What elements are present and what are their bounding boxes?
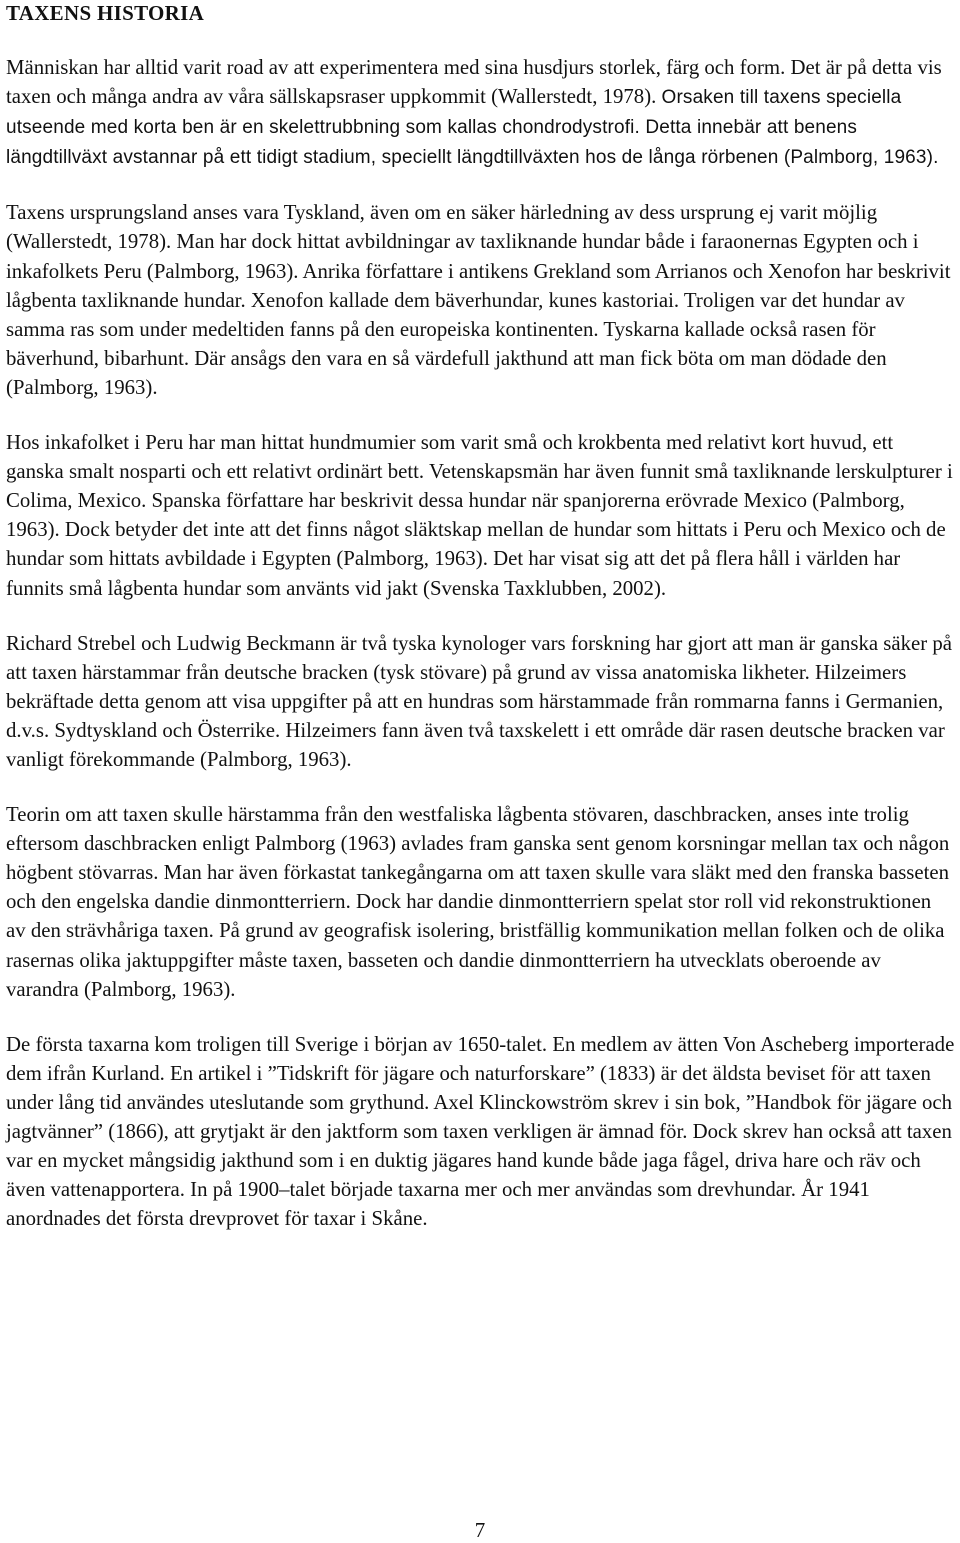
page-title: TAXENS HISTORIA: [6, 1, 205, 25]
paragraph-3: Hos inkafolket i Peru har man hittat hundmumier som varit små och krokbenta med relativt kort huvud, ett ganska smalt nosparti och ett relativt ordinärt bett. Vetenskapsmän har även funnit små taxliknande lerskulpturer i Colima, Mexico. Spanska författare har beskrivit dessa hundar när spanjorerna erövrade Mexico (Palmborg, 1963). Dock betyder det inte att det finns något släktskap mellan de hundar som hittats i Peru och Mexico och de hundar som hittats avbildade i Egypten (Palmborg, 1963). Det har visat sig att det på flera håll i världen har funnits små lågbenta hundar som använts vid jakt (Svenska Taxklubben, 2002).: [6, 431, 953, 600]
paragraph-1: [6, 53, 956, 172]
paragraph-4: Richard Strebel och Ludwig Beckmann är två tyska kynologer vars forskning har gjort att man är ganska säker på att taxen härstammar från deutsche bracken (tysk stövare) på grund av vissa anatomiska likheter. Hilzeimers bekräftade detta genom att visa uppgifter på att en hundras som härstammade från rommarna fanns i Germanien, d.v.s. Sydtyskland och Österrike. Hilzeimers fann även två taxskelett i ett område där rasen deutsche bracken var vanligt förekommande (Palmborg, 1963).: [6, 631, 952, 771]
page-number: 7: [474, 1518, 486, 1542]
paragraph-2: Taxens ursprungsland anses vara Tyskland, även om en säker härledning av dess ursprung ej varit möjlig (Wallerstedt, 1978). Man har dock hittat avbildningar av taxliknande hundar både i faraonernas Egypten och i inkafolkets Peru (Palmborg, 1963). Anrika författare i antikens Grekland som Arrianos och Xenofon har beskrivit lågbenta taxliknande hundar. Xenofon kallade dem bäverhundar, kunes kastoriai. Troligen var det hundar av samma ras som under medeltiden fanns på den europeiska kontinenten. Tyskarna kallade också rasen för bäverhund, bibarhunt. Där ansågs den vara en så värdefull jakthund att man fick böta om man dödade den (Palmborg, 1963).: [6, 201, 951, 399]
paragraph-1-segment-1: Människan har alltid varit road av att experimentera med sina husdjurs storlek, färg och form. Det är på detta vis taxen och många andra av våra sällskapsraser uppkommit (Wallerstedt, 1978).: [6, 56, 942, 109]
body-text: [6, 53, 956, 1259]
paragraph-1-segment-2: Orsaken till taxens speciella utseende med korta ben är en skelettrubbning som kallas chondrodystrofi. Detta innebär att benens längdtillväxt avstannar på ett tidigt stadium, speciellt längdtillväxten hos de långa rörbenen (Palmborg, 1963).: [6, 87, 939, 169]
paragraph-6: De första taxarna kom troligen till Sverige i början av 1650-talet. En medlem av ätten Von Ascheberg importerade dem ifrån Kurland. En artikel i ”Tidskrift för jägare och naturforskare” (1833) är det äldsta beviset för att taxen under lång tid användes uteslutande som grythund. Axel Klinckowström skrev i sin bok, ”Handbok för jägare och jagtvänner” (1866), att grytjakt är den jaktform som taxen verkligen är ämnad för. Dock skrev han också att taxen var en mycket mångsidig jakthund som i en duktig jägares hand kunde både jaga fågel, driva hare och räv och även vattenapportera. In på 1900–talet började taxarna mer och mer användas som drevhundar. År 1941 anordnades det första drevprovet för taxar i Skåne.: [6, 1032, 955, 1231]
paragraph-5: Teorin om att taxen skulle härstamma från den westfaliska lågbenta stövaren, daschbracken, anses inte trolig eftersom daschbracken enligt Palmborg (1963) avlades fram ganska sent genom korsningar mellan tax och någon högbent stövarras. Man har även förkastat tankegångarna om att taxen skulle vara släkt med den franska basseten och den engelska dandie dinmontterriern. Dock har dandie dinmontterriern spelat stor roll vid rekonstruktionen av den strävhåriga taxen. På grund av geografisk isolering, bristfällig kommunikation mellan folken och de olika rasernas olika jaktuppgifter måste taxen, basseten och dandie dinmontterriern ha utvecklats oberoende av varandra (Palmborg, 1963).: [6, 803, 950, 1001]
